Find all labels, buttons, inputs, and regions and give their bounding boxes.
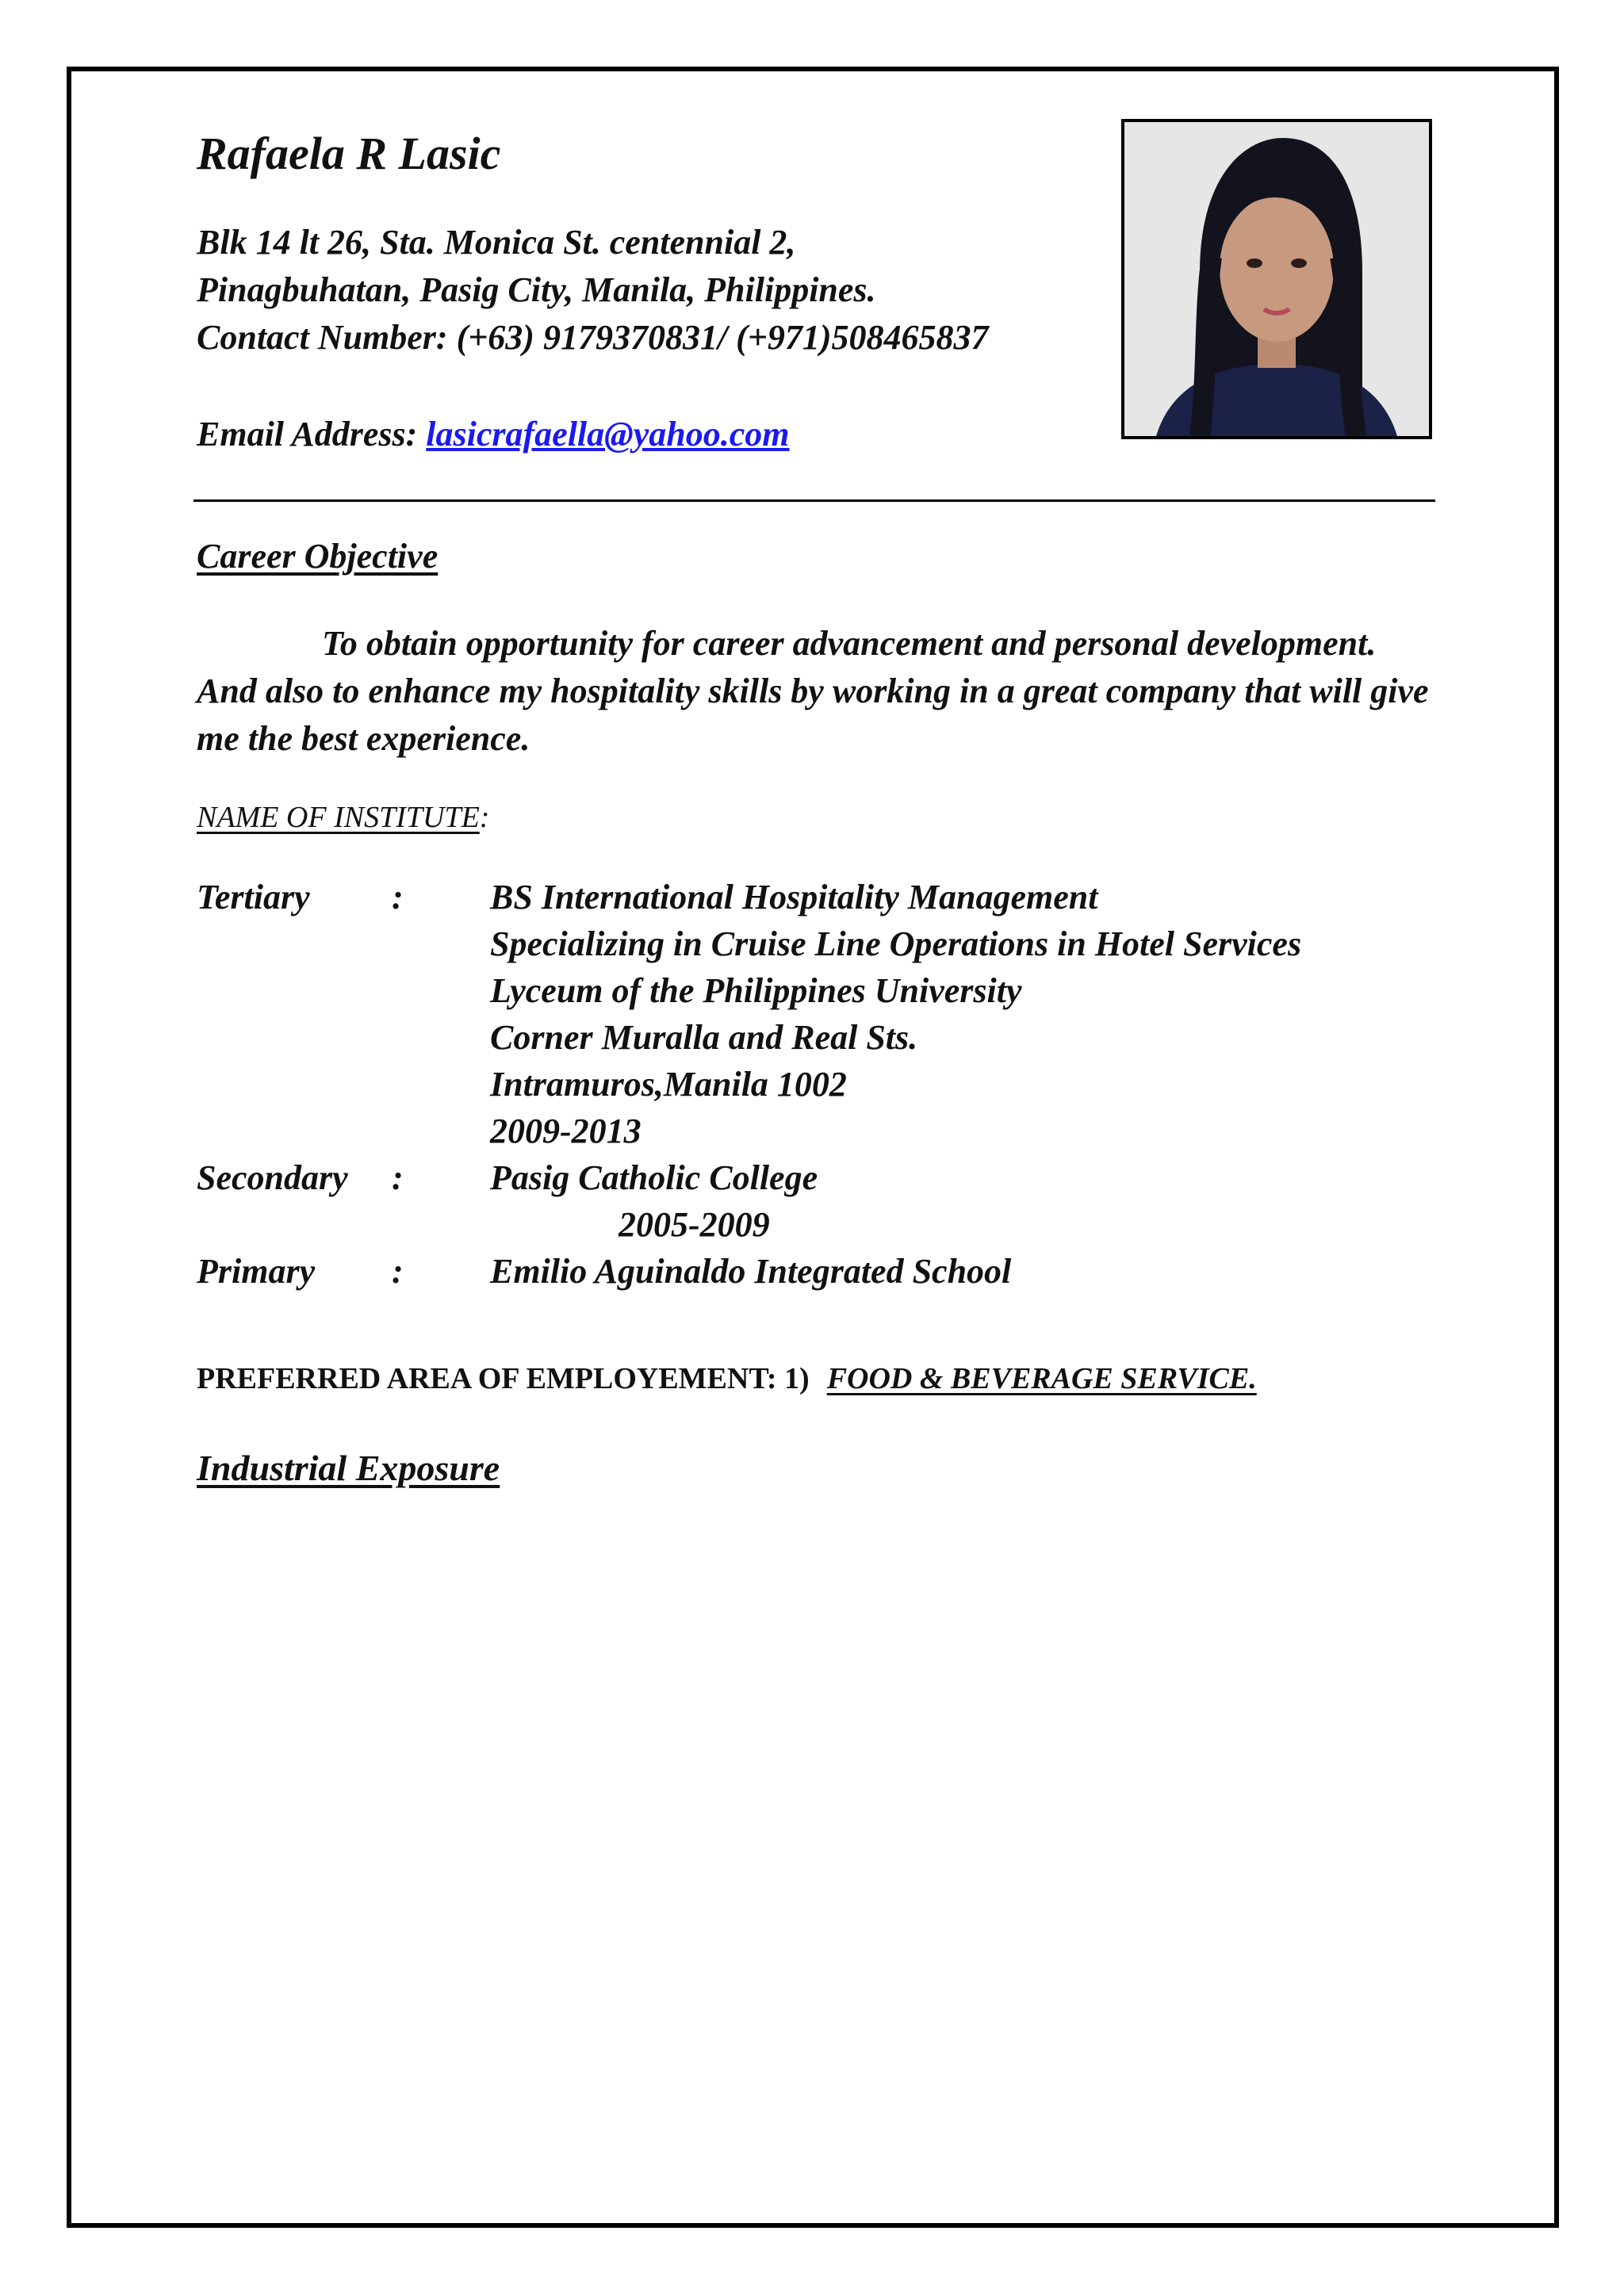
tertiary-level: Tertiary xyxy=(197,878,310,916)
address-line-2: Pinagbuhatan, Pasig City, Manila, Philippines. xyxy=(197,270,876,309)
secondary-level: Secondary xyxy=(197,1158,348,1197)
portrait-photo xyxy=(1121,119,1432,439)
industrial-exposure-heading: Industrial Exposure xyxy=(197,1448,500,1488)
address-block xyxy=(197,219,989,362)
tertiary-city: Intramuros,Manila 1002 xyxy=(490,1065,847,1104)
preferred-area xyxy=(197,1359,1257,1399)
career-objective-heading: Career Objective xyxy=(197,537,439,576)
primary-colon: : xyxy=(392,1252,404,1291)
tertiary-degree: BS International Hospitality Management xyxy=(490,878,1098,916)
secondary-colon: : xyxy=(392,1158,404,1197)
email-line xyxy=(197,411,790,458)
institute-heading-colon: : xyxy=(479,801,490,834)
preferred-area-label: PREFERRED AREA OF EMPLOYEMENT: 1) xyxy=(197,1362,810,1395)
primary-school: Emilio Aguinaldo Integrated School xyxy=(490,1252,1012,1291)
portrait-photo-icon xyxy=(1124,122,1429,436)
email-link[interactable]: lasicrafaella@yahoo.com xyxy=(426,415,790,453)
institute-heading xyxy=(197,798,489,837)
tertiary-school: Lyceum of the Philippines University xyxy=(490,971,1022,1010)
institute-heading-label: NAME OF INSTITUTE xyxy=(197,801,480,834)
primary-level: Primary xyxy=(197,1252,316,1291)
tertiary-specialization: Specializing in Cruise Line Operations in Hotel Services xyxy=(490,924,1302,963)
career-objective-body: To obtain opportunity for career advancement and personal development. And also to enhance my hospitality skills by working in a great company that will give me the best experience. xyxy=(197,624,1429,758)
address-line-1: Blk 14 lt 26, Sta. Monica St. centennial 2, xyxy=(197,223,796,262)
secondary-years: 2005-2009 xyxy=(619,1205,770,1244)
email-label: Email Address: xyxy=(197,415,418,453)
tertiary-colon: : xyxy=(392,878,404,916)
applicant-name: Rafaela R Lasic xyxy=(197,128,501,179)
preferred-area-value: FOOD & BEVERAGE SERVICE. xyxy=(826,1362,1257,1395)
tertiary-years: 2009-2013 xyxy=(490,1112,642,1150)
career-objective-text xyxy=(197,620,1434,763)
secondary-school: Pasig Catholic College xyxy=(490,1158,818,1197)
header-divider xyxy=(193,499,1435,502)
contact-number: Contact Number: (+63) 9179370831/ (+971)508465837 xyxy=(197,318,989,357)
tertiary-street: Corner Muralla and Real Sts. xyxy=(490,1018,918,1057)
